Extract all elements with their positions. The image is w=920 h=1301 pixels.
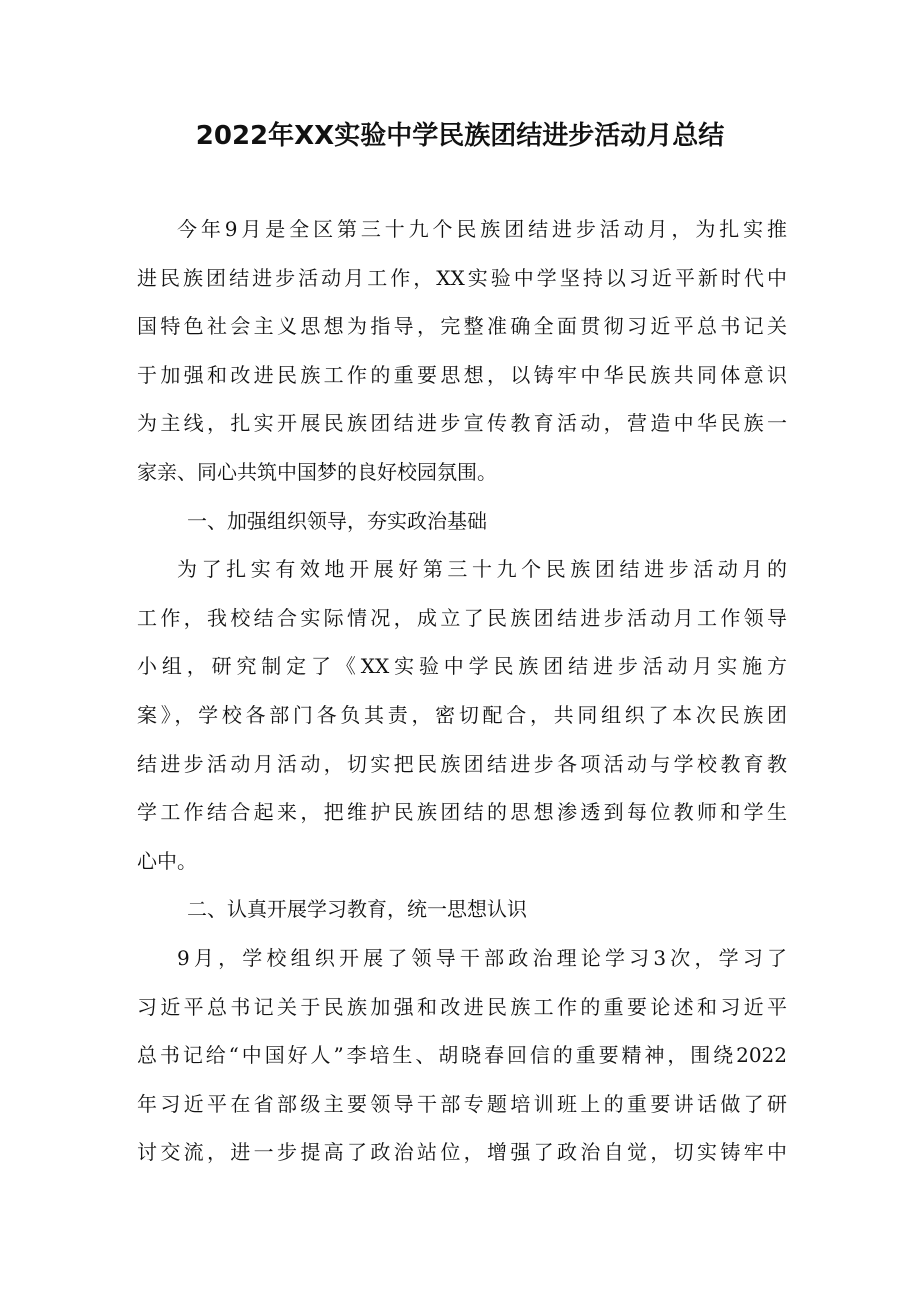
paragraph-line: 进民族团结进步活动月工作，XX实验中学坚持以习近平新时代中 bbox=[137, 265, 787, 290]
section-heading: 一、加强组织领导，夯实政治基础 bbox=[187, 508, 487, 533]
paragraph-line: 习近平总书记关于民族加强和改进民族工作的重要论述和习近平 bbox=[137, 994, 787, 1019]
paragraph-line: 9月，学校组织开展了领导干部政治理论学习3次，学习了 bbox=[177, 945, 787, 970]
paragraph-line: 小组，研究制定了《XX实验中学民族团结进步活动月实施方 bbox=[137, 654, 787, 679]
paragraph-line: 于加强和改进民族工作的重要思想，以铸牢中华民族共同体意识 bbox=[137, 362, 787, 387]
paragraph-line: 今年9月是全区第三十九个民族团结进步活动月，为扎实推 bbox=[177, 217, 787, 241]
paragraph-line: 总书记给“中国好人”李培生、胡晓春回信的重要精神，围绕2022 bbox=[137, 1043, 787, 1068]
document-title: 2022年XX实验中学民族团结进步活动月总结 bbox=[195, 121, 725, 151]
paragraph-line: 工作，我校结合实际情况，成立了民族团结进步活动月工作领导 bbox=[137, 605, 787, 630]
document-body bbox=[137, 205, 787, 1177]
paragraph-line: 为了扎实有效地开展好第三十九个民族团结进步活动月的 bbox=[177, 557, 787, 582]
paragraph-line: 结进步活动月活动，切实把民族团结进步各项活动与学校教育教 bbox=[137, 751, 787, 776]
paragraph-line: 讨交流，进一步提高了政治站位，增强了政治自觉，切实铸牢中 bbox=[137, 1140, 787, 1165]
paragraph-line: 心中。 bbox=[137, 848, 197, 873]
paragraph-line: 国特色社会主义思想为指导，完整准确全面贯彻习近平总书记关 bbox=[137, 314, 787, 339]
paragraph-line: 年习近平在省部级主要领导干部专题培训班上的重要讲话做了研 bbox=[137, 1091, 787, 1116]
section-heading: 二、认真开展学习教育，统一思想认识 bbox=[187, 897, 527, 922]
paragraph-line: 学工作结合起来，把维护民族团结的思想渗透到每位教师和学生 bbox=[137, 800, 787, 825]
paragraph-line: 家亲、同心共筑中国梦的良好校园氛围。 bbox=[137, 459, 497, 484]
paragraph-line: 为主线，扎实开展民族团结进步宣传教育活动，营造中华民族一 bbox=[137, 411, 787, 436]
paragraph-line: 案》，学校各部门各负其责，密切配合，共同组织了本次民族团 bbox=[137, 702, 787, 727]
